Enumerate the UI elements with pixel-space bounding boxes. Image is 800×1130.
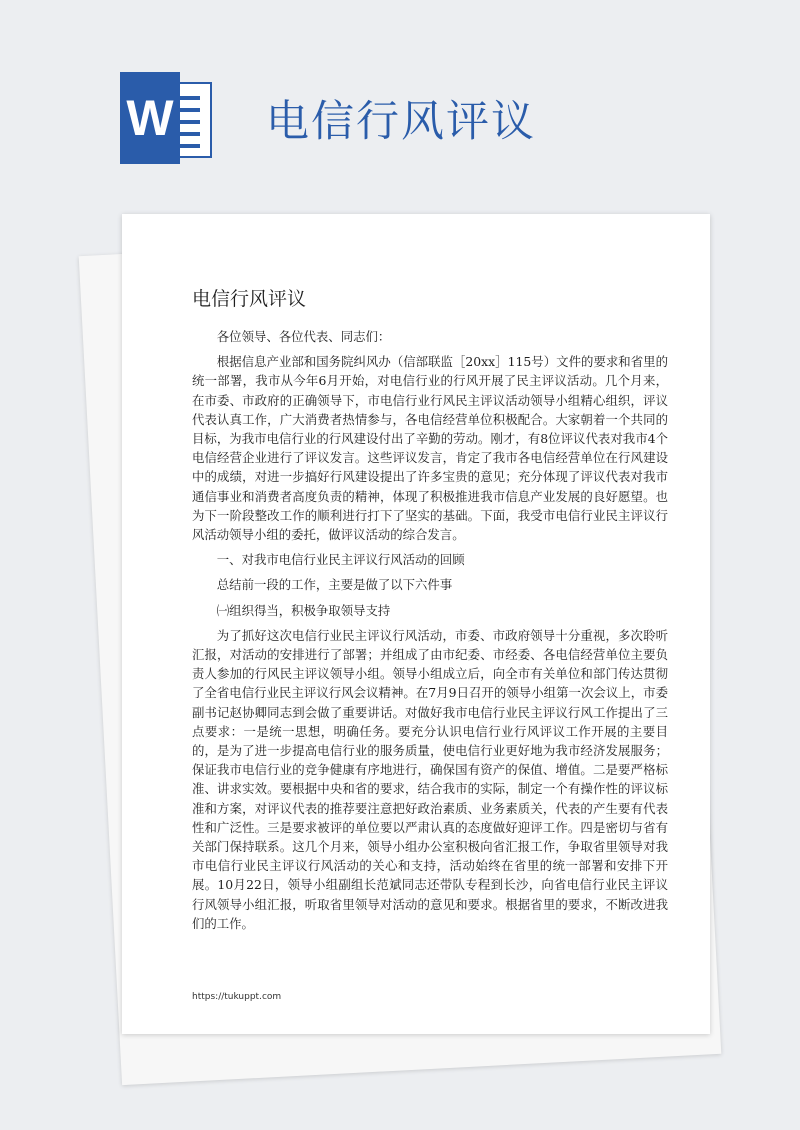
header-title: 电信行风评议 [266, 97, 536, 147]
paragraph-greeting: 各位领导、各位代表、同志们： [216, 329, 391, 344]
paragraph-body: 为了抓好这次电信行业民主评议行风活动，市委、市政府领导十分重视，多次聆听汇报，对活动的安排进行了部署；并组成了由市纪委、市经委、各电信经营单位主要负责人参加的行风民主评议领导小组。领导小组成立后，向全市有关单位和部门传达贯彻了全省电信行业民主评议行风会议精神。在7月9日召开的领导小组第一次会议上，市委副书记赵协卿同志到会做了重要讲话。对做好我市电信行业民主评议行风工作提出了三点要求：一是统一思想，明确任务。要充分认识电信行业行风评议工作开展的主要目的，是为了进一步提高电信行业的服务质量，使电信行业更好地为我市经济发展服务；保证我市电信行业的竞争健康有序地进行，确保国有资产的保值、增值。二是要严格标准、讲求实效。要根据中央和省的要求，结合我市的实际，制定一个有操作性的评议标准和方案，对评议代表的推荐要注意把好政治素质、业务素质关，代表的产生要有代表性和广泛性。三是要求被评的单位要以严肃认真的态度做好迎评工作。四是密切与省有关部门保持联系。这几个月来，领导小组办公室积极向省汇报工作，争取省里领导对我市电信行业民主评议行风活动的关心和支持，活动始终在省里的统一部署和安排下开展。10月22日，领导小组副组长范斌同志还带队专程到长沙，向省电信行业民主评议行风领导小组汇报，听取省里领导对活动的意见和要求。根据省里的要求，不断改进我们的工作。 [192, 627, 668, 931]
paragraph-intro: 根据信息产业部和国务院纠风办（信部联监［20xx］115号）文件的要求和省里的统一部署，我市从今年6月开始，对电信行业的行风开展了民主评议活动。几个月来，在市委、市政府的正确领导下，市电信行业行风民主评议活动领导小组精心组织，评议代表认真工作，广大消费者热情参与，各电信经营单位积极配合。大家朝着一个共同的目标，为我市电信行业的行风建设付出了辛勤的劳动。刚才，有8位评议代表对我市4个电信经营企业进行了评议发言。这些评议发言，肯定了我市各电信经营单位在行风建设中的成绩，对进一步搞好行风建设提出了许多宝贵的意见；充分体现了评议代表对我市通信事业和消费者高度负责的精神，体现了积极推进我市信息产业发展的良好愿望。也为下一阶段整改工作的顺利进行打下了坚实的基础。下面，我受市电信行业民主评议行风活动领导小组的委托，做评议活动的综合发言。 [192, 354, 668, 543]
word-icon-letter: W [120, 72, 180, 164]
footer-url[interactable]: https://tukuppt.com [192, 992, 282, 1002]
document-page [122, 214, 710, 1034]
word-icon [120, 72, 212, 164]
subsection-heading: ㈠组织得当，积极争取领导支持 [216, 602, 391, 618]
document-title: 电信行风评议 [192, 288, 307, 310]
section-heading: 一、对我市电信行业民主评议行风活动的回顾 [216, 552, 465, 568]
paragraph-summary: 总结前一段的工作，主要是做了以下六件事 [216, 577, 453, 593]
